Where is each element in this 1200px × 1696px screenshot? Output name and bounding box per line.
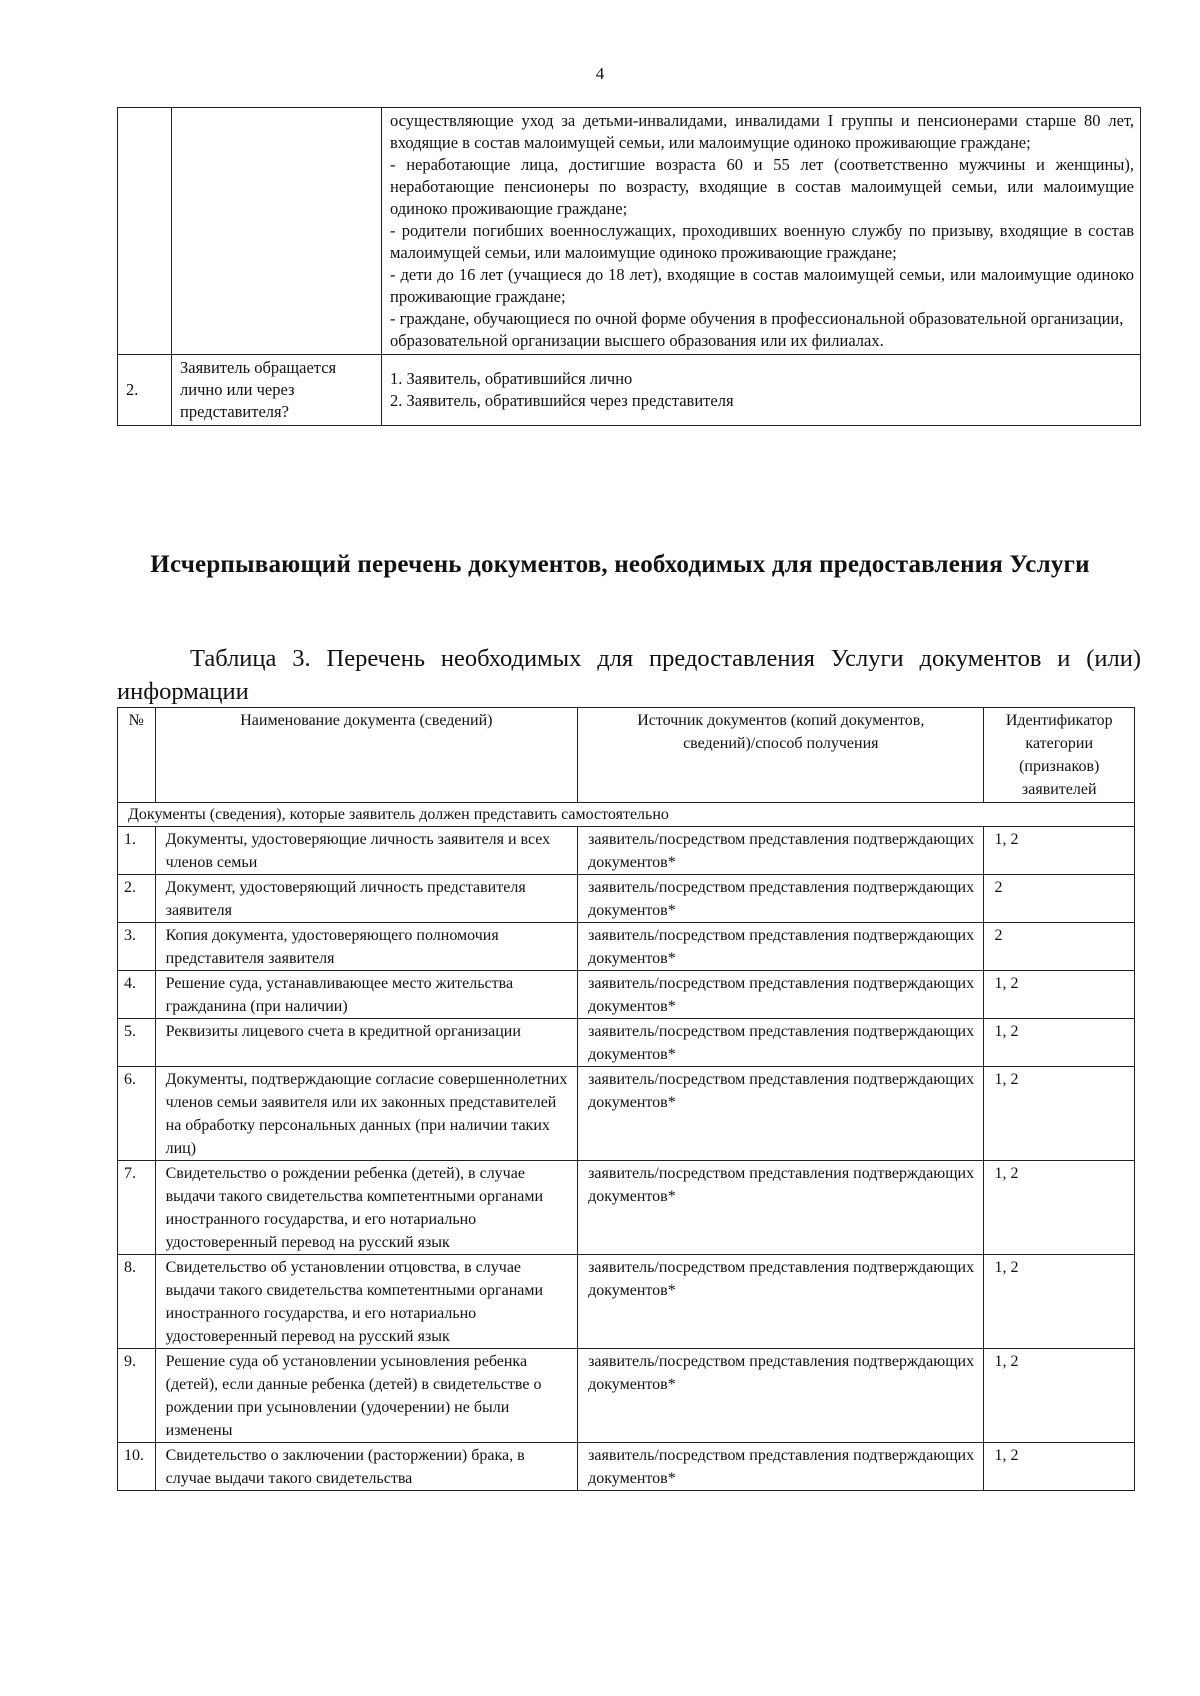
documents-table xyxy=(117,707,1135,1491)
applicant-category-cell: 2 xyxy=(984,875,1135,923)
document-name-cell: Свидетельство о заключении (расторжении) брака, в случае выдачи такого свидетельства xyxy=(155,1443,577,1491)
document-source-cell: заявитель/посредством представления подтверждающих документов* xyxy=(578,827,984,875)
document-name-cell: Документы, подтверждающие согласие совершеннолетних членов семьи заявителя или их законных представителей на обработку персональных данных (при наличии таких лиц) xyxy=(155,1067,577,1161)
document-source-cell: заявитель/посредством представления подтверждающих документов* xyxy=(578,971,984,1019)
applicant-category-cell: 1, 2 xyxy=(984,971,1135,1019)
document-source-cell: заявитель/посредством представления подтверждающих документов* xyxy=(578,923,984,971)
row-number-cell: 6. xyxy=(118,1067,156,1161)
row-number-cell: 2. xyxy=(118,875,156,923)
criterion-values-cell xyxy=(382,355,1141,426)
row-number-cell: 7. xyxy=(118,1161,156,1255)
table-row xyxy=(118,827,1135,875)
document-source-cell: заявитель/посредством представления подтверждающих документов* xyxy=(578,1161,984,1255)
table-header-row xyxy=(118,708,1135,803)
document-source-cell: заявитель/посредством представления подтверждающих документов* xyxy=(578,1443,984,1491)
table-caption: Таблица 3. Перечень необходимых для предоставления Услуги документов и (или) информации xyxy=(117,645,1141,705)
table-row xyxy=(118,355,1141,426)
table-row xyxy=(118,1443,1135,1491)
row-number-cell: 10. xyxy=(118,1443,156,1491)
table-row xyxy=(118,923,1135,971)
column-header-source: Источник документов (копий документов, сведений)/способ получения xyxy=(578,708,984,803)
page-number: 4 xyxy=(595,64,605,83)
document-name-cell: Документ, удостоверяющий личность представителя заявителя xyxy=(155,875,577,923)
group-label: Документы (сведения), которые заявитель должен представить самостоятельно xyxy=(118,803,1135,827)
column-header-name: Наименование документа (сведений) xyxy=(155,708,577,803)
table-row xyxy=(118,1349,1135,1443)
row-number-cell xyxy=(118,108,172,355)
applicant-category-cell: 1, 2 xyxy=(984,1161,1135,1255)
table-row xyxy=(118,1255,1135,1349)
criterion-cell xyxy=(172,108,382,355)
row-number-cell: 8. xyxy=(118,1255,156,1349)
table-row xyxy=(118,1067,1135,1161)
column-header-identifier: Идентификатор категории (признаков) заявителей xyxy=(984,708,1135,803)
row-number-cell: 2. xyxy=(118,355,172,426)
table-row xyxy=(118,1019,1135,1067)
applicant-category-cell: 1, 2 xyxy=(984,1349,1135,1443)
document-source-cell: заявитель/посредством представления подтверждающих документов* xyxy=(578,1019,984,1067)
table-row xyxy=(118,875,1135,923)
criterion-value-text: осуществляющие уход за детьми-инвалидами, инвалидами I группы и пенсионерами старше 80 лет, входящие в состав малоимущей семьи, или малоимущие одиноко проживающие граждане; xyxy=(390,111,1134,152)
applicant-criteria-table xyxy=(117,107,1141,426)
document-source-cell: заявитель/посредством представления подтверждающих документов* xyxy=(578,1349,984,1443)
document-name-cell: Копия документа, удостоверяющего полномочия представителя заявителя xyxy=(155,923,577,971)
row-number-cell: 5. xyxy=(118,1019,156,1067)
applicant-category-cell: 1, 2 xyxy=(984,827,1135,875)
group-row xyxy=(118,803,1135,827)
column-header-num: № xyxy=(118,708,156,803)
table-row xyxy=(118,108,1141,355)
applicant-category-cell: 1, 2 xyxy=(984,1255,1135,1349)
table-row xyxy=(118,971,1135,1019)
applicant-category-cell: 1, 2 xyxy=(984,1067,1135,1161)
row-number-cell: 3. xyxy=(118,923,156,971)
answer-option: 2. Заявитель, обратившийся через представителя xyxy=(390,391,734,410)
applicant-category-cell: 1, 2 xyxy=(984,1443,1135,1491)
criterion-value-text: - неработающие лица, достигшие возраста 60 и 55 лет (соответственно мужчины и женщины), неработающие пенсионеры по возрасту, входящие в состав малоимущей семьи, или малоимущие одиноко проживающие граждане; xyxy=(390,155,1134,218)
document-name-cell: Реквизиты лицевого счета в кредитной организации xyxy=(155,1019,577,1067)
document-name-cell: Решение суда об установлении усыновления ребенка (детей), если данные ребенка (детей) в свидетельстве о рождении при усыновлении (удочерении) не были изменены xyxy=(155,1349,577,1443)
criterion-cell: Заявитель обращается лично или через представителя? xyxy=(172,355,382,426)
section-heading: Исчерпывающий перечень документов, необходимых для предоставления Услуги xyxy=(150,551,1090,578)
criterion-value-text: - граждане, обучающиеся по очной форме обучения в профессиональной образовательной организации, образовательной организации высшего образования или их филиалах. xyxy=(390,309,1124,350)
criterion-value-text: - родители погибших военнослужащих, проходивших военную службу по призыву, входящие в состав малоимущей семьи, или малоимущие одиноко проживающие граждане; xyxy=(390,221,1134,262)
answer-option: 1. Заявитель, обратившийся лично xyxy=(390,369,633,388)
document-name-cell: Свидетельство об установлении отцовства, в случае выдачи такого свидетельства компетентными органами иностранного государства, и его нотариально удостоверенный перевод на русский язык xyxy=(155,1255,577,1349)
row-number-cell: 4. xyxy=(118,971,156,1019)
document-name-cell: Свидетельство о рождении ребенка (детей), в случае выдачи такого свидетельства компетентными органами иностранного государства, и его нотариально удостоверенный перевод на русский язык xyxy=(155,1161,577,1255)
document-source-cell: заявитель/посредством представления подтверждающих документов* xyxy=(578,875,984,923)
table-row xyxy=(118,1161,1135,1255)
row-number-cell: 1. xyxy=(118,827,156,875)
document-source-cell: заявитель/посредством представления подтверждающих документов* xyxy=(578,1067,984,1161)
criterion-values-cell xyxy=(382,108,1141,355)
applicant-category-cell: 1, 2 xyxy=(984,1019,1135,1067)
criterion-value-text: - дети до 16 лет (учащиеся до 18 лет), входящие в состав малоимущей семьи, или малоимущие одиноко проживающие граждане; xyxy=(390,265,1134,306)
document-name-cell: Решение суда, устанавливающее место жительства гражданина (при наличии) xyxy=(155,971,577,1019)
row-number-cell: 9. xyxy=(118,1349,156,1443)
applicant-category-cell: 2 xyxy=(984,923,1135,971)
document-source-cell: заявитель/посредством представления подтверждающих документов* xyxy=(578,1255,984,1349)
document-name-cell: Документы, удостоверяющие личность заявителя и всех членов семьи xyxy=(155,827,577,875)
